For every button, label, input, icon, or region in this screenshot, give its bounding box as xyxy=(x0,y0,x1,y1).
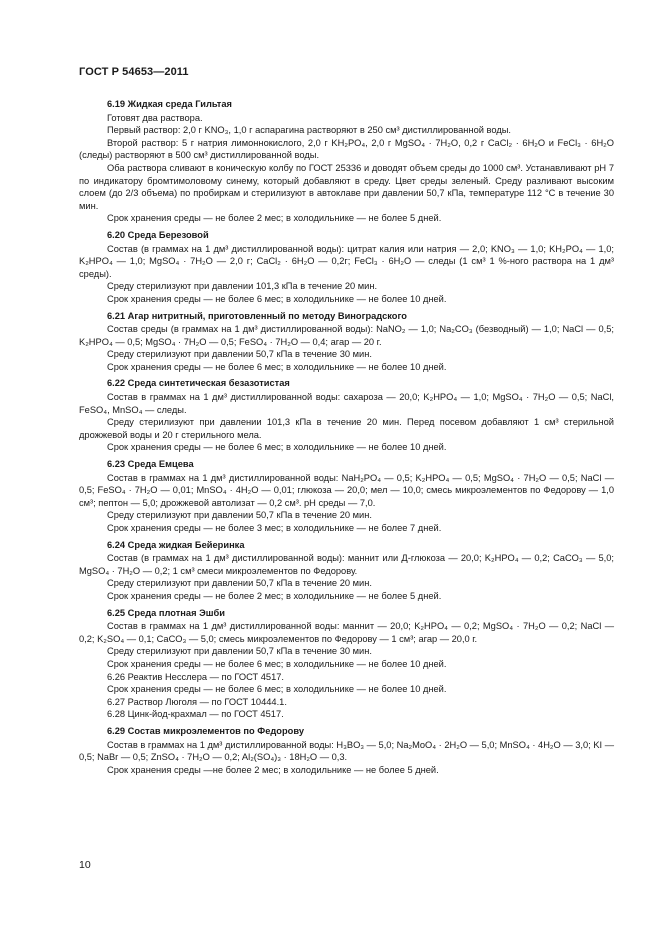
paragraph: Срок хранения среды — не более 6 мес; в холодильнике — не более 10 дней. xyxy=(107,361,447,372)
paragraph: Среду стерилизуют при давлении 50,7 кПа в течение 20 мин. xyxy=(107,510,372,521)
paragraph: Состав в граммах на 1 дм³ дистиллированной воды: маннит — 20,0; K₂HPO₄ — 0,2; MgSO₄ · 7H₂O — 0,2; NaCl — 0,2; K₂SO₄ — 0,1; CaCO₃ — 5,0; смесь микроэлементов по Федорову — 1 см³; агар — 20,0 г. xyxy=(79,621,614,644)
paragraph: Оба раствора сливают в коническую колбу по ГОСТ 25336 и доводят объем среды до 1000 см³. Устанавливают pH 7 по индикатору бромтимоловому синему, который добавляют в среду. Цвет среды зеленый. Среду разливают высоким слоем (до 2/3 объема) по пробиркам и стерилизуют в автоклаве при давлении 50,7 кПа, температуре 112 °С в течение 30 мин. xyxy=(79,162,614,211)
paragraph: Срок хранения среды — не более 6 мес; в холодильнике — не более 10 дней. xyxy=(107,442,447,453)
paragraph: Второй раствор: 5 г натрия лимоннокислого, 2,0 г KH₂PO₄, 2,0 г MgSO₄ · 7H₂O, 0,2 г CaCl₂ · 6H₂O и FeCl₃ · 6H₂O (следы) растворяют в 500 см³ дистиллированной воды. xyxy=(79,137,614,161)
paragraph: Готовят два раствора. xyxy=(107,112,203,123)
section-heading: 6.19 Жидкая среда Гильтая xyxy=(107,99,232,109)
paragraph: Срок хранения среды — не более 6 мес; в холодильнике — не более 10 дней. xyxy=(107,293,447,304)
section-6-25 xyxy=(79,607,614,721)
paragraph: Среду стерилизуют при давлении 101,3 кПа в течение 20 мин. Перед посевом добавляют 1 см³ стерильной дрожжевой воды и 20 г стерильного мела. xyxy=(79,417,614,440)
paragraph: Среду стерилизуют при давлении 101,3 кПа в течение 20 мин. xyxy=(107,281,378,292)
section-6-20 xyxy=(79,229,614,306)
paragraph: Состав (в граммах на 1 дм³ дистиллированной воды): цитрат калия или натрия — 2,0; KNO₃ — 1,0; KH₂PO₄ — 1,0; K₂HPO₄ — 1,0; MgSO₄ · 7H₂O — 2,0 г; CaCl₂ · 6H₂O — 0,2г; FeCl₃ · 6H₂O — следы (1 см³ 1 %-ного раствора на 1 дм³ среды). xyxy=(79,243,614,279)
paragraph: Состав в граммах на 1 дм³ дистиллированной воды: сахароза — 20,0; K₂HPO₄ — 1,0; MgSO₄ · 7H₂O — 0,5; NaCl, FeSO₄, MnSO₄ — следы. xyxy=(79,392,614,415)
paragraph: Срок хранения среды — не более 3 мес; в холодильнике — не более 7 дней. xyxy=(107,523,442,533)
section-6-29 xyxy=(79,725,614,776)
paragraph: Срок хранения среды —не более 2 мес; в холодильнике — не более 5 дней. xyxy=(107,764,439,775)
section-6-23 xyxy=(79,458,614,535)
paragraph: Срок хранения среды — не более 6 мес; в холодильнике — не более 10 дней. xyxy=(107,684,447,695)
section-heading: 6.22 Среда синтетическая безазотистая xyxy=(107,378,290,389)
paragraph: 6.27 Раствор Люголя — по ГОСТ 10444.1. xyxy=(107,696,287,707)
paragraph: Состав среды (в граммах на 1 дм³ дистиллированной воды): NaNO₂ — 1,0; Na₂CO₃ (безводный) — 1,0; NaCl — 0,5; K₂HPO₄ — 0,5; MgSO₄ · 7H₂O — 0,5; FeSO₄ · 7H₂O — 0,4; агар — 20 г. xyxy=(79,324,614,347)
paragraph: 6.26 Реактив Несслера — по ГОСТ 4517. xyxy=(107,671,284,682)
section-heading: 6.25 Среда плотная Эшби xyxy=(107,607,225,618)
section-heading: 6.20 Среда Березовой xyxy=(107,229,209,240)
section-6-21 xyxy=(79,310,614,374)
paragraph: Состав (в граммах на 1 дм³ дистиллированной воды): маннит или Д-глюкоза — 20,0; K₂HPO₄ — 0,2; CaCO₃ — 5,0; MgSO₄ · 7H₂O — 0,2; 1 см³ смеси микроэлементов по Федорову. xyxy=(79,553,614,576)
paragraph: Первый раствор: 2,0 г KNO₃, 1,0 г аспарагина растворяют в 250 см³ дистиллированной воды. xyxy=(107,125,512,136)
page-number: 10 xyxy=(79,859,91,871)
paragraph: Состав в граммах на 1 дм³ дистиллированной воды: H₃BO₃ — 5,0; Na₂MoO₄ · 2H₂O — 5,0; MnSO₄ · 4H₂O — 3,0; KI — 0,5; NaBr — 0,5; ZnSO₄ · 7H₂O — 0,2; Al₂(SO₄)₃ · 18H₂O — 0,3. xyxy=(79,739,614,763)
document-body xyxy=(79,94,614,776)
paragraph: Срок хранения среды — не более 2 мес; в холодильнике — не более 5 дней. xyxy=(107,213,442,224)
paragraph: Среду стерилизуют при давлении 50,7 кПа в течение 30 мин. xyxy=(107,349,372,360)
section-heading: 6.21 Агар нитритный, приготовленный по методу Виноградского xyxy=(107,310,407,321)
paragraph: Среду стерилизуют при давлении 50,7 кПа в течение 30 мин. xyxy=(107,646,372,657)
section-6-24 xyxy=(79,539,614,603)
section-heading: 6.24 Среда жидкая Бейеринка xyxy=(107,539,245,550)
section-heading: 6.23 Среда Емцева xyxy=(107,459,194,470)
section-6-19 xyxy=(79,98,614,225)
paragraph: Срок хранения среды — не более 6 мес; в холодильнике — не более 10 дней. xyxy=(107,658,447,669)
paragraph: 6.28 Цинк-йод-крахмал — по ГОСТ 4517. xyxy=(107,709,284,720)
paragraph: Среду стерилизуют при давлении 50,7 кПа в течение 20 мин. xyxy=(107,578,372,589)
section-heading: 6.29 Состав микроэлементов по Федорову xyxy=(107,725,305,736)
section-6-22 xyxy=(79,377,614,454)
document-header: ГОСТ Р 54653—2011 xyxy=(79,66,189,78)
paragraph: Срок хранения среды — не более 2 мес; в холодильнике — не более 5 дней. xyxy=(107,590,442,601)
paragraph: Состав в граммах на 1 дм³ дистиллированной воды: NaH₂PO₄ — 0,5; K₂HPO₄ — 0,5; MgSO₄ · 7H₂O — 0,5; NaCl — 0,5; FeSO₄ · 7H₂O — 0,01; MnSO₄ · 4H₂O — 0,01; глюкоза — 20,0; мел — 10,0; смесь микроэлементов по Федорову — 1,0 см³; пептон — 5,0; дрожжевой автолизат — 0,2 см³. pH среды — 7,0. xyxy=(79,472,614,508)
